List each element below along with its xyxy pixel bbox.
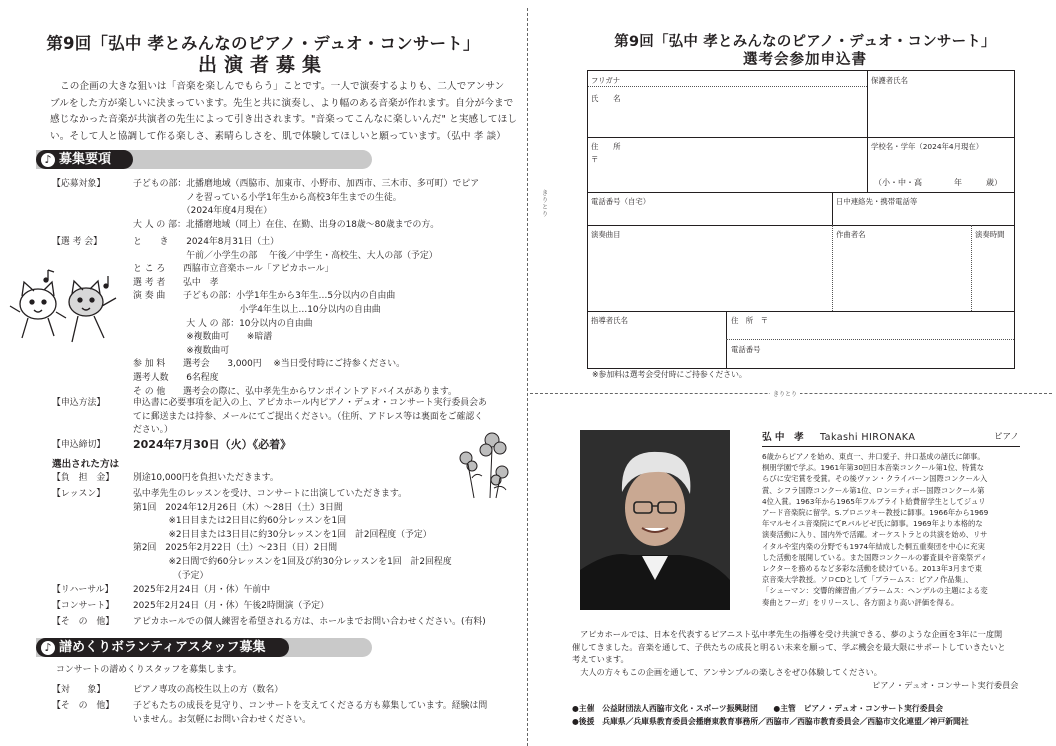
guardian-label: 保護者氏名 [871,76,908,85]
teacher-label: 指導者氏名 [591,316,628,325]
volunteer-other-label: 【そ の 他】 [52,701,115,711]
school-label: 学校名・学年（2024年4月現在） [871,142,984,151]
bio-name: 弘 中 孝 [762,432,804,443]
bio-header [762,431,1020,447]
audition-label: 【選 考 会】 [52,237,103,247]
recruitment-page [0,0,526,746]
postal-mark: 〒 [591,155,599,164]
school-field[interactable] [868,151,1014,192]
teacher-address-label: 住 所 〒 [731,316,768,325]
volunteer-target: ピアノ専攻の高校生以上の方（数名） [133,685,284,695]
committee-signature: ピアノ・デュオ・コンサート実行委員会 [872,680,1019,690]
furigana-label: フリガナ [591,76,621,85]
method-details: 申込書に必要事項を記入の上、アピカホール内ピアノ・デュオ・コンサート実行委員会あ てに郵送または持参、メールにてご提出ください。（住所、アドレス等は裏面をご確認く ださい。） [133,398,487,436]
bio-text: 6歳からピアノを始め、東貞一、井口愛子、井口基成の諸氏に師事。 桐朋学園で学ぶ。1961年第30回日本音楽コンクール第1位、特賞な らびに安宅賞を受賞。その後ヴァン・クライバーン国際コンクール入 賞、シフラ国際コンクール第1位、ロン＝ティボー国際コンクール第 4位入賞。1963年から1965年フルブライト給費留学生としてジュリ アード音楽院に留学。S.プロニツキー教授に師事。1966年から1969 年マルセイユ音楽院にてP.バルビゼ氏に師事。1969年より本格的な 演奏活動に入り、国内外で活躍。オーケストラとの共演を始め、リサ イタルや室内楽の分野でも1974年結成した桐五重奏団を中心に充実 した活動を展開している。また国際コンクールの審査員や音楽祭ディ レクターを務めるなど多彩な活動を続けている。2013年3月まで東 京音楽大学教授。ソロCDとして「ブラームス：ピアノ作品集」、 「シューマン：交響的練習曲／ブラームス：ヘンデルの主題による変 奏曲とフーガ」をリリースし、各方面より高い評価を得る。 [762,452,989,607]
guardian-field[interactable] [868,85,1014,137]
phone-day-field[interactable] [833,193,1014,225]
flowers-illustration [452,428,518,500]
section-header-recruitment: ♪ 募集要項 [36,150,133,169]
lesson-label: 【レッスン】 [52,489,106,499]
phone-home-field[interactable] [588,193,832,225]
intro-paragraph: この企画の大きな狙いは「音楽を楽しんでもらう」ことです。一人で演奏するよりも、二人でアンサン ブルをした方が楽しいに決まっています。先生と共に演奏し、より幅のある音楽が作れます。自分が今まで 感じなかった音楽が共演者の先生によって引き出されます。"音楽ってこんなに楽しいんだ" と実感してほし い。そして人と協調して作る楽しさ、素晴らしさを、肌で体験してほしいと願っています。（弘中 孝 談） [50,81,518,142]
sponsor-credit: ●主催 公益財団法人西脇市文化・スポーツ振興財団 ●主管 ピアノ・デュオ・コンサート実行委員会 [572,704,944,713]
other-label: 【そ の 他】 [52,617,115,627]
form-note: ※参加料は選考会受付時にご持参ください。 [592,370,747,379]
page-subtitle: 出演者募集 [197,54,328,76]
fee-detail: 別途10,000円を負担いただきます。 [133,473,279,483]
teacher-field[interactable] [588,312,726,368]
target-label: 【応募対象】 [52,179,106,189]
phone-home-label: 電話番号（自宅） [591,197,651,206]
cut-text: きりとり [770,389,800,398]
phone-day-label: 日中連絡先・携帯電話等 [836,197,918,206]
audition-details: と き 2024年8月31日（土） 午前／小学生の部 午後／中学生・高校生、大人の部（予定） と こ ろ 西脇市立音楽ホール「アピカホール」 選 考 者 弘中 孝 演 奏 曲 子どもの部：小学1年生から3年生…5分以内の自由曲 小学4年生以上…10分以内の自由曲 大 人 の 部：10分以内の自由曲 ※複数曲可 ※暗譜 ※複数曲可 参 加 料 選考会 3,000円 ※当日受付時にご持参ください。 選考人数 6名程度 そ の 他 選考会の際に、弘中孝先生からワンポイントアドバイスがあります。 [133,237,457,397]
selected-heading: 選出された方は [52,459,120,470]
address-field[interactable] [588,138,867,192]
cut-line-vertical [527,8,528,746]
lesson-details: 弘中孝先生のレッスンを受け、コンサートに出演していただきます。 第1回 2024年12月26日（木）〜28日（土）3日間 ※1日目または2日目に約60分レッスンを1回 ※2日目または3日目に約30分レッスンを1回 計2回程度（予定） 第2回 2025年2月22日（土）〜23日（日）2日間 ※2日間で約60分レッスンを1回及び約30分レッスンを1回 計2回程度 （予定） [133,489,452,581]
fee-label: 【負 担 金】 [52,473,115,483]
name-field[interactable] [588,86,867,137]
rehearsal-label: 【リハーサル】 [52,585,114,595]
deadline-date: 2024年7月30日（火）《必着》 [133,438,292,451]
piece-label: 演奏曲目 [591,230,621,239]
duration-label: 演奏時間 [975,230,1005,239]
method-label: 【申込方法】 [52,398,106,408]
concert-label: 【コンサート】 [52,601,115,611]
teacher-phone-field[interactable] [727,340,1014,368]
application-form [587,70,1015,369]
music-note-icon: ♪ [41,153,55,167]
form-subtitle: 選考会参加申込書 [743,52,867,68]
pianist-photo [580,430,730,610]
bio-role: ピアノ [994,432,1019,442]
page-title: 第9回「弘中 孝とみんなのピアノ・デュオ・コンサート」 [46,34,480,53]
support-credit: ●後援 兵庫県／兵庫県教育委員会播磨東教育事務所／西脇市／西脇市教育委員会／西脇市文化連盟／神戸新聞社 [572,717,969,726]
composer-label: 作曲者名 [836,230,866,239]
target-details: 子どもの部：北播磨地域（西脇市、加東市、小野市、加西市、三木市、多可町）でピア ノを習っている小学1年生から高校3年生までの生徒。 （2024年度4月現在） 大 人 の 部：北播磨地域（同上）在住、在勤、出身の18歳〜80歳までの方。 [133,179,480,230]
other-detail: アピカホールでの個人練習を希望される方は、ホールまでお問い合わせください。(有料) [133,617,486,627]
bio-name-en: Takashi HIRONAKA [820,432,916,443]
address-label: 住 所 [591,142,621,151]
rehearsal-detail: 2025年2月24日（月・休）午前中 [133,585,271,595]
teacher-address-field[interactable] [727,312,1014,339]
cut-text: きりとり [542,190,549,218]
school-grade: （小・中・高 年 歳） [874,178,1002,187]
form-title: 第9回「弘中 孝とみんなのピアノ・デュオ・コンサート」 [614,34,996,50]
volunteer-other: 子どもたちの成長を見守り、コンサートを支えてくださる方も募集しています。経験は問 いません。お気軽にお問い合わせください。 [133,701,488,725]
cats-illustration [8,262,120,352]
teacher-phone-label: 電話番号 [731,345,761,354]
composer-field[interactable] [833,226,971,311]
name-label: 氏 名 [591,94,621,103]
duration-field[interactable] [972,226,1014,311]
volunteer-target-label: 【対 象】 [52,685,106,695]
deadline-label: 【申込締切】 [52,440,106,450]
music-note-icon: ♪ [41,641,55,655]
concert-detail: 2025年2月24日（月・休）午後2時開演（予定） [133,601,330,611]
closing-message: アピカホールでは、日本を代表するピアニスト弘中孝先生の指導を受け共演できる、夢のような企画を3年に一度開 催してきました。音楽を通して、子供たちの成長と明るい未来を願って、学ぶ機会を最大限にサポートしていきたいと 考えています。 大人の方々もこの企画を通して、アンサンブルの楽しさをぜひ体験してください。 [572,629,1006,677]
volunteer-intro: コンサートの譜めくりスタッフを募集します。 [56,665,242,675]
section-header-volunteer: ♪ 譜めくりボランティアスタッフ募集 [36,638,289,657]
piece-field[interactable] [588,226,832,311]
